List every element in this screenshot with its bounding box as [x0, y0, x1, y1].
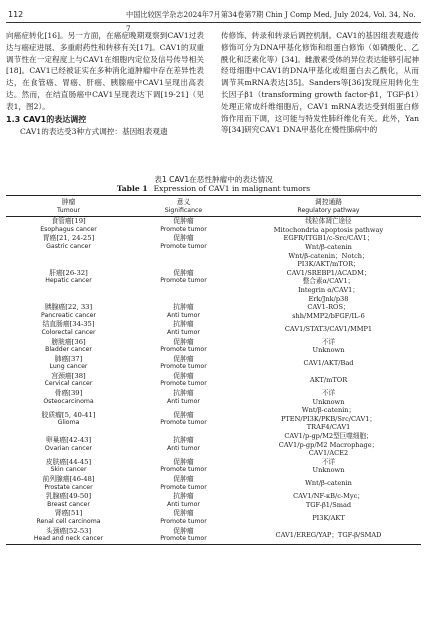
table-caption-en: [0, 184, 427, 193]
significance-cn: 促肿瘤: [173, 234, 194, 243]
header-significance: 意义 Significance: [131, 196, 236, 217]
tumour-name-en: Colorectal cancer: [41, 328, 96, 336]
tumour-name-en: Gastric cancer: [46, 242, 91, 250]
significance-cn: 促肿瘤: [173, 337, 194, 346]
table-row: [6, 355, 421, 372]
significance-cell: [131, 458, 236, 475]
significance-cn: 促肿瘤: [173, 354, 194, 363]
pathway-line: TRAF4/CAV1: [306, 423, 351, 432]
pathway-line: CAV1-ROS；: [307, 303, 350, 312]
tumour-name-cn: 膀胱癌[36]: [51, 337, 86, 346]
tumour-cell: [6, 338, 131, 355]
pathway-line: 不详: [321, 389, 336, 398]
table-row: [6, 252, 421, 304]
section-heading: 1.3 CAV1的表达调控: [6, 114, 87, 124]
significance-cn: 抗肿瘤: [173, 303, 194, 312]
pathway-cell: [236, 509, 421, 526]
pathway-cell: [236, 338, 421, 355]
pathway-line: TGF-β1/Smad: [305, 500, 352, 509]
page-number: 112: [8, 10, 24, 19]
pathway-line: EGFR/ITGB1/c-Src/CAV1；: [283, 234, 374, 243]
paragraph: CAV1的表达受3种方式调控：基因组表观遗: [20, 127, 168, 137]
pathway-cell: [236, 303, 421, 320]
table-row: [6, 372, 421, 389]
pathway-line: Wnt/β-catenin: [305, 242, 352, 251]
significance-en: Promote tumor: [160, 535, 207, 543]
tumour-name-en: Lung cancer: [49, 363, 88, 371]
significance-cn: 促肿瘤: [173, 457, 194, 466]
tumour-cell: [6, 527, 131, 545]
table-row: [6, 458, 421, 475]
pathway-cell: [236, 406, 421, 432]
tumour-name-en: Renal cell carcinoma: [36, 517, 101, 525]
significance-en: Promote tumor: [160, 363, 207, 371]
significance-cn: 抗肿瘤: [173, 436, 194, 445]
pathway-line: 整合素α/CAV1；: [302, 277, 355, 286]
tumour-cell: [6, 458, 131, 475]
table-row: [6, 432, 421, 458]
tumour-cell: [6, 320, 131, 337]
tumour-name-cn: 乳腺癌[49-50]: [45, 492, 92, 501]
tumour-name-cn: 卵巢癌[42-43]: [45, 436, 92, 445]
pathway-line: CAV1/SREBP1/ACADM；: [286, 268, 371, 277]
pathway-line: CAV1/p-gp/M2 Macrophage；: [278, 440, 379, 449]
significance-en: Promote tumor: [160, 466, 207, 474]
significance-en: Promote tumor: [160, 380, 207, 388]
significance-cell: [131, 389, 236, 406]
pathway-line: Wnt/β-catenin: [305, 479, 352, 488]
significance-cell: [131, 492, 236, 509]
tumour-name-en: Breast cancer: [47, 500, 90, 508]
table-row: [6, 303, 421, 320]
significance-en: Promote tumor: [160, 225, 207, 233]
pathway-cell: [236, 432, 421, 458]
significance-en: Anti tumor: [167, 397, 200, 405]
table-caption-cn: 表1 CAV1在恶性肿瘤中的表达情况: [154, 175, 273, 184]
tumour-cell: [6, 234, 131, 251]
tumour-name-cn: 肝癌[26-32]: [49, 268, 88, 277]
pathway-line: shh/MMP2/bFGF/IL-6: [292, 311, 365, 320]
pathway-cell: [236, 458, 421, 475]
tumour-name-cn: 前列腺癌[46-48]: [42, 475, 95, 483]
table-row: [6, 234, 421, 251]
cav1-expression-table: [6, 195, 421, 545]
pathway-line: Mitochondria apoptosis pathway: [273, 225, 384, 234]
pathway-line: Integrin α/CAV1；: [298, 285, 359, 294]
pathway-line: CAV1/NF-κB/c-Myc；: [293, 492, 364, 501]
tumour-name-en: Head and neck cancer: [33, 535, 104, 543]
tumour-cell: [6, 252, 131, 304]
pathway-line: PI3K/AKT/mTOR；: [297, 260, 360, 269]
significance-cn: 促肿瘤: [173, 371, 194, 380]
significance-cn: 促肿瘤: [173, 217, 194, 226]
pathway-line: Unknown: [312, 466, 345, 475]
significance-cn: 促肿瘤: [173, 526, 194, 535]
tumour-name-en: Prostate cancer: [44, 483, 93, 491]
significance-en: Promote tumor: [160, 277, 207, 285]
pathway-line: Wnt/β-catenin；Notch；: [288, 251, 369, 260]
table-row: [6, 492, 421, 509]
table-row: [6, 475, 421, 492]
table-row: [6, 338, 421, 355]
tumour-cell: [6, 475, 131, 492]
pathway-cell: [236, 389, 421, 406]
pathway-line: 不详: [321, 457, 336, 466]
table-row: [6, 527, 421, 545]
significance-cn: 抗肿瘤: [173, 320, 194, 329]
tumour-name-cn: 肺癌[37]: [54, 354, 83, 363]
tumour-cell: [6, 355, 131, 372]
tumour-name-cn: 食管癌[19]: [51, 217, 86, 226]
pathway-line: 不详: [321, 337, 336, 346]
significance-cn: 抗肿瘤: [173, 389, 194, 398]
tumour-name-en: Hepatic cancer: [45, 277, 92, 285]
tumour-cell: [6, 389, 131, 406]
pathway-cell: [236, 252, 421, 304]
table-header-row: [6, 196, 421, 217]
tumour-name-en: Osteocarcinoma: [43, 397, 94, 405]
pathway-cell: [236, 320, 421, 337]
tumour-name-cn: 胃癌[21, 24-25]: [42, 234, 95, 243]
significance-cell: [131, 320, 236, 337]
table-row: [6, 509, 421, 526]
tumour-name-cn: 结直肠癌[34-35]: [42, 320, 95, 329]
pathway-line: 线粒体凋亡途径: [305, 217, 352, 226]
significance-en: Promote tumor: [160, 346, 207, 354]
tumour-name-cn: 胶质瘤[5, 40-41]: [41, 410, 96, 419]
pathway-line: Erk/Jnk/p38: [308, 294, 349, 303]
tumour-name-en: Pancreatic cancer: [41, 311, 96, 319]
significance-en: Anti tumor: [167, 311, 200, 319]
significance-cn: 促肿瘤: [173, 475, 194, 483]
significance-cell: [131, 355, 236, 372]
pathway-line: CAV1/ACE2: [308, 449, 349, 458]
significance-en: Anti tumor: [167, 328, 200, 336]
pathway-line: PI3K/AKT: [312, 513, 345, 522]
right-column: [221, 30, 419, 136]
pathway-cell: [236, 475, 421, 492]
table-row: [6, 320, 421, 337]
significance-en: Promote tumor: [160, 517, 207, 525]
pathway-cell: [236, 527, 421, 545]
pathway-cell: [236, 372, 421, 389]
pathway-cell: [236, 217, 421, 235]
pathway-line: CAV1/EREG/YAP；TGF-β/SMAD: [275, 530, 382, 539]
paragraph: 传修饰、转录和转录后调控机制。CAV1的基因组表观遗传修饰可分为DNA甲基化修饰和组蛋白修饰（如磷酸化、乙酰化和泛素化等）[34]。雌激素受体的异位表达能够引起神经母细胞中CAV1的DNA甲基化或组蛋白去乙酰化，从而调节其mRNA表达[35]。Sanders等[36]发现应用转化生长因子β1（transforming growth factor-β1，TGF-β1）处理正常成纤维细胞后，CAV1 mRNA表达受到组蛋白修饰作用而下调，这可能与特发性肺纤维化有关。此外，Yan等[34]研究CAV1 DNA甲基化在慢性肺病中的: [221, 31, 419, 135]
pathway-line: PTEN/PI3K/PKB/Src/CAV1；: [280, 414, 377, 423]
tumour-cell: [6, 509, 131, 526]
table-title: Expression of CAV1 in malignant tumors: [153, 184, 311, 193]
tumour-cell: [6, 303, 131, 320]
pathway-cell: [236, 492, 421, 509]
significance-en: Promote tumor: [160, 483, 207, 491]
significance-cell: [131, 234, 236, 251]
significance-cell: [131, 372, 236, 389]
pathway-line: Unknown: [312, 346, 345, 355]
header-tumour: 肿瘤 Tumour: [6, 196, 131, 217]
significance-en: Anti tumor: [167, 444, 200, 452]
table-body: [6, 217, 421, 545]
tumour-name-cn: 骨癌[39]: [54, 389, 83, 398]
pathway-line: CAV1/STAT3/CAV1/MMP1: [284, 324, 373, 333]
significance-cn: 促肿瘤: [173, 268, 194, 277]
tumour-name-cn: 宫颈癌[38]: [51, 371, 86, 380]
table-row: [6, 406, 421, 432]
left-column: [6, 30, 204, 138]
pathway-line: Unknown: [312, 397, 345, 406]
paragraph: 向癌症转化[16]。另一方面，在癌症晚期观察到CAV1过表达与癌症进展、多重耐药性和转移有关[17]。CAV1的双重调节性在一定程度上与CAV1在细胞内定位及信号传导相关[18]。CAV1已经被证实在多种消化道肿瘤中存在差异性表达，在食管癌、胃癌、肝癌、胰腺癌中CAV1呈现出高表达。然而，在结直肠癌中CAV1呈现表达下调[19-21]（见表1，图2）。: [6, 31, 204, 111]
significance-cell: [131, 406, 236, 432]
table-label: Table 1: [116, 184, 148, 193]
significance-en: Anti tumor: [167, 500, 200, 508]
pathway-line: AKT/mTOR: [309, 376, 348, 385]
table-row: [6, 217, 421, 235]
significance-cell: [131, 338, 236, 355]
significance-cell: [131, 217, 236, 235]
tumour-name-en: Bladder cancer: [45, 346, 92, 354]
significance-en: Promote tumor: [160, 419, 207, 427]
pathway-cell: [236, 355, 421, 372]
significance-cn: 促肿瘤: [173, 410, 194, 419]
significance-cell: [131, 432, 236, 458]
tumour-cell: [6, 217, 131, 235]
pathway-line: CAV1/p-gp/M2型巨噬细胞；: [284, 432, 373, 441]
body-text: [6, 30, 421, 170]
significance-cell: [131, 527, 236, 545]
header-pathway: 调控通路 Regulatory pathway: [236, 196, 421, 217]
tumour-name-cn: 肾癌[51]: [54, 509, 83, 518]
running-header: [6, 8, 421, 33]
significance-cell: [131, 252, 236, 304]
tumour-name-en: Esophagus cancer: [40, 225, 97, 233]
pathway-line: CAV1/AKT/Bad: [303, 358, 354, 367]
tumour-name-cn: 头颈癌[52-53]: [45, 526, 92, 535]
tumour-name-en: Glioma: [57, 419, 80, 427]
pathway-cell: [236, 234, 421, 251]
tumour-cell: [6, 492, 131, 509]
tumour-name-en: Ovarian cancer: [44, 444, 93, 452]
significance-cell: [131, 509, 236, 526]
tumour-cell: [6, 372, 131, 389]
tumour-name-en: Skin cancer: [50, 466, 87, 474]
pathway-line: Wnt/β-catenin；: [301, 406, 356, 415]
significance-en: Promote tumor: [160, 242, 207, 250]
tumour-name-cn: 胰腺癌[22, 33]: [44, 303, 93, 312]
tumour-cell: [6, 406, 131, 432]
journal-citation: 中国比较医学杂志2024年7月第34卷第7期 Chin J Comp Med, July 2024, Vol. 34, No. 7: [126, 10, 416, 33]
significance-cell: [131, 303, 236, 320]
significance-cn: 促肿瘤: [173, 509, 194, 518]
significance-cn: 抗肿瘤: [173, 492, 194, 501]
tumour-cell: [6, 432, 131, 458]
tumour-name-cn: 皮肤癌[44-45]: [45, 457, 92, 466]
table-row: [6, 389, 421, 406]
significance-cell: [131, 475, 236, 492]
tumour-name-en: Cervical cancer: [44, 380, 93, 388]
